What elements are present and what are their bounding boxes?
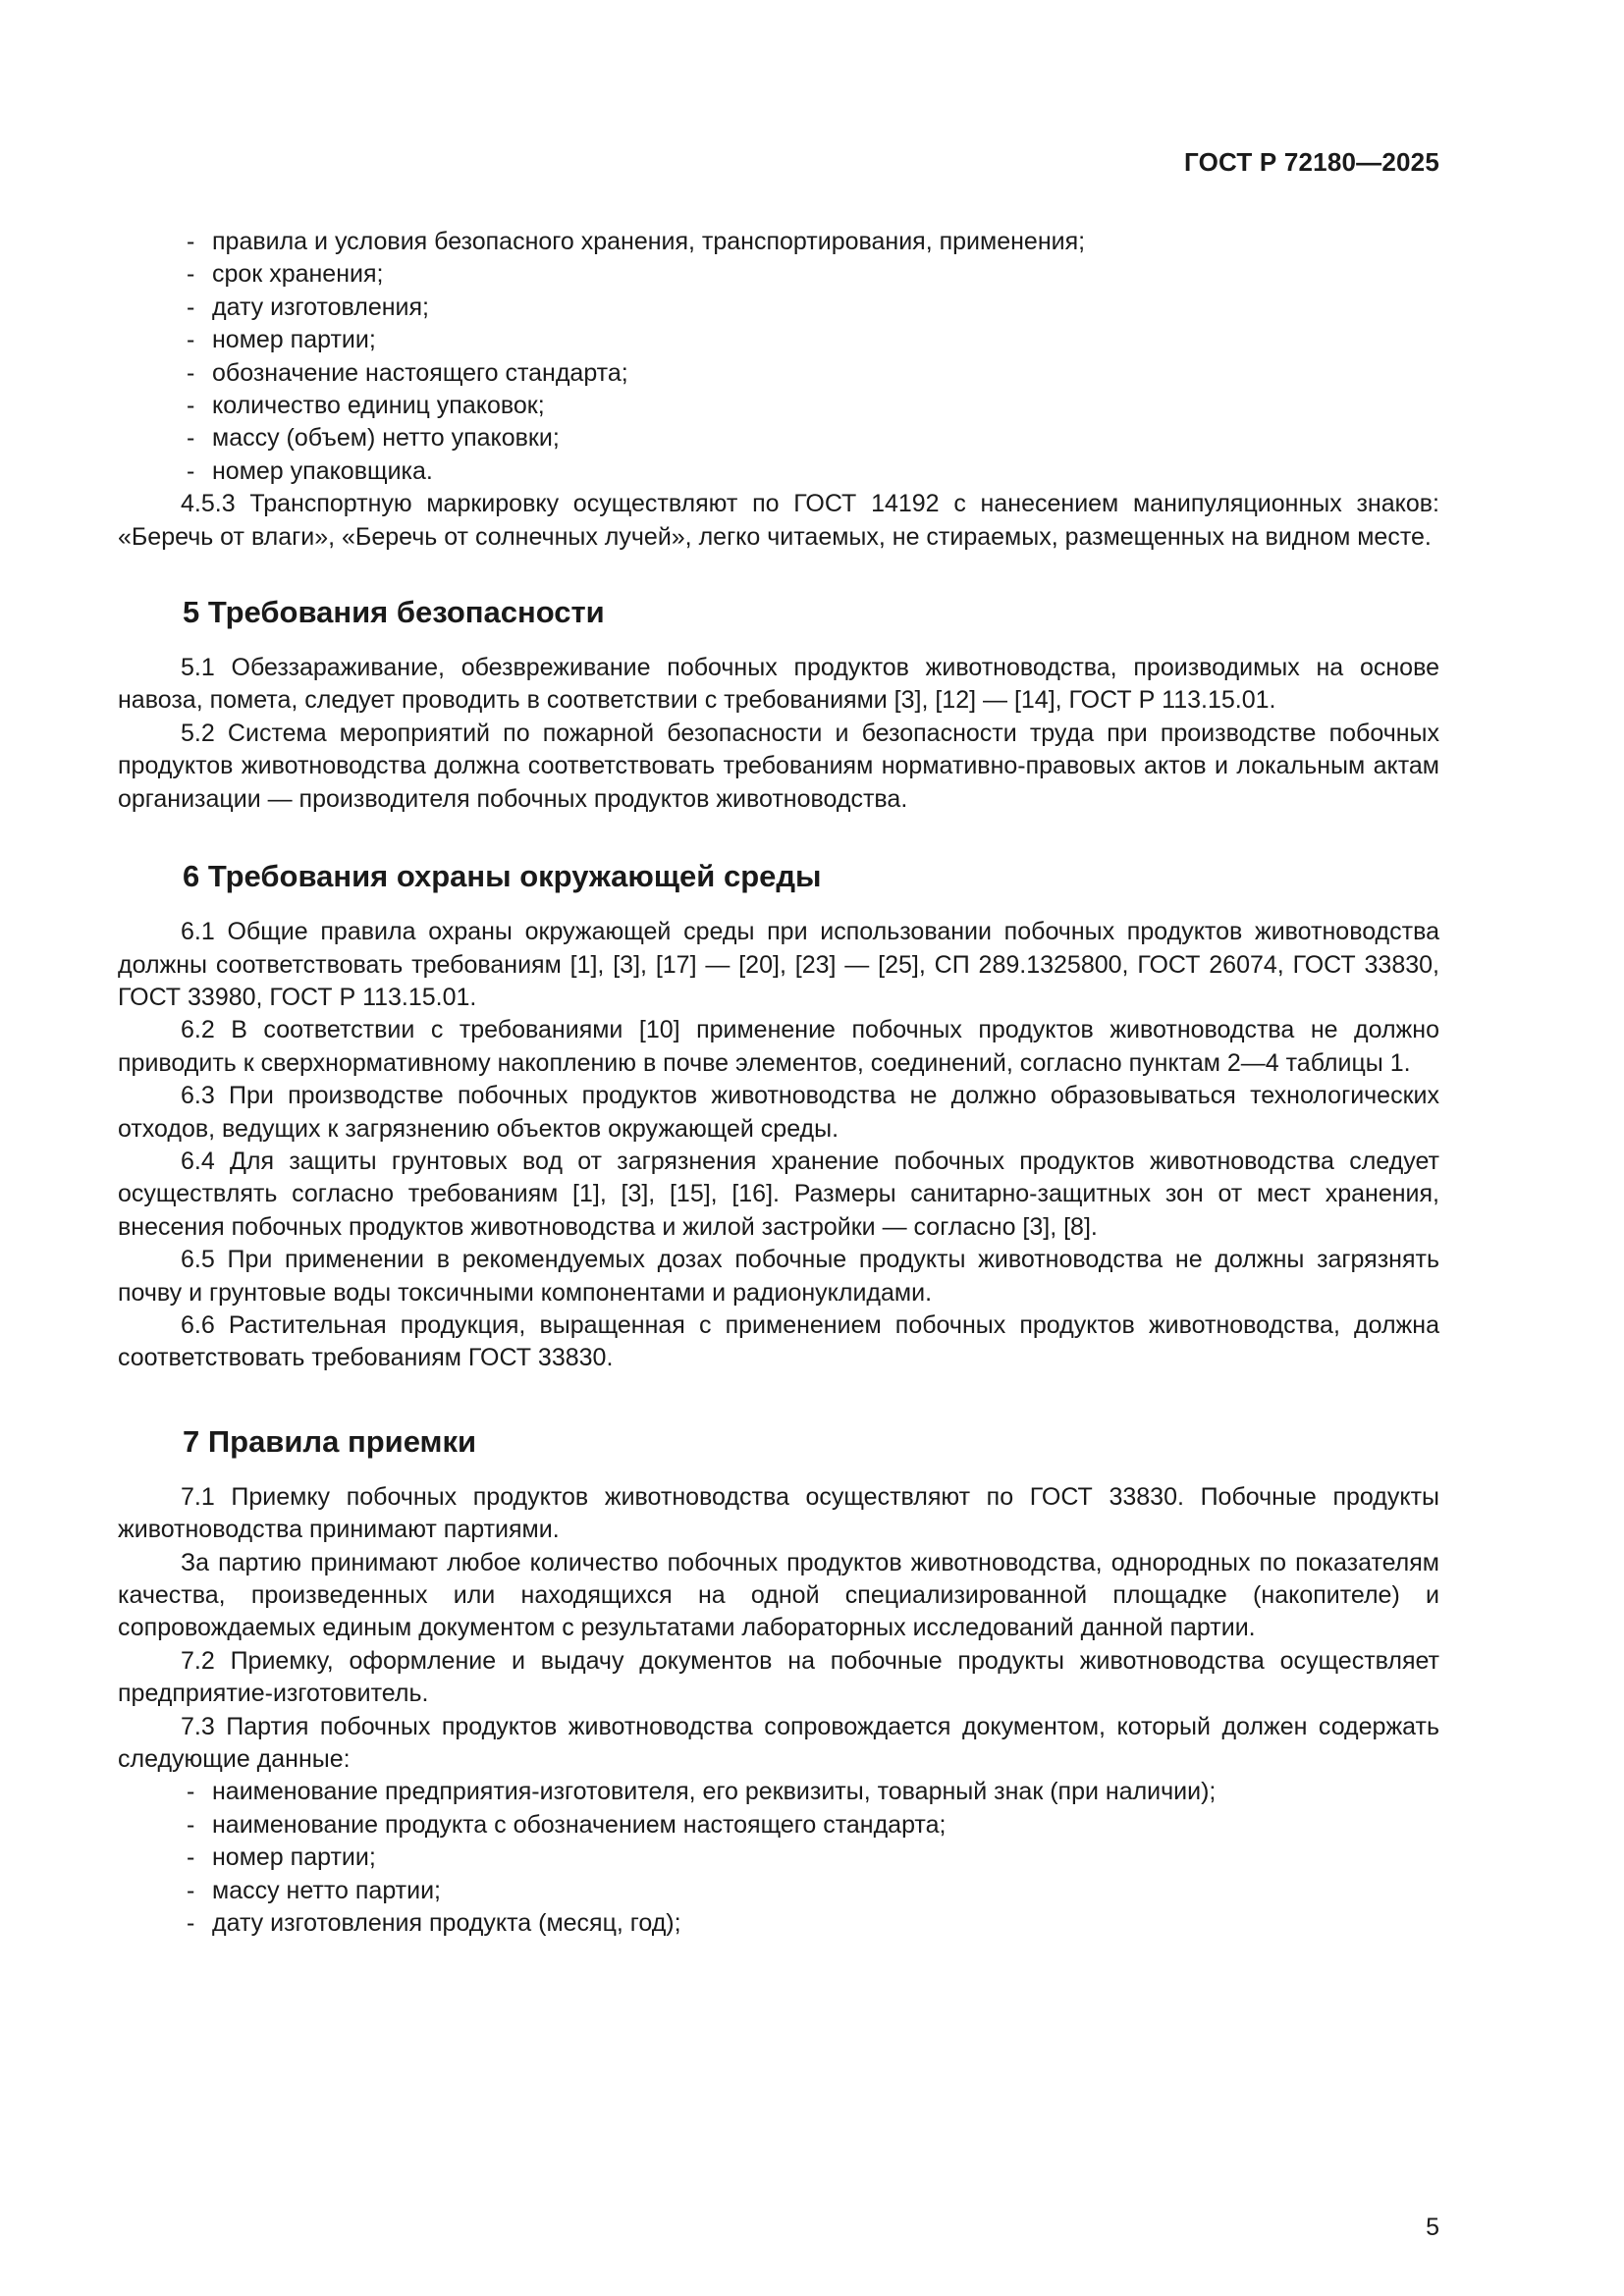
- list-dash: -: [187, 1843, 195, 1872]
- list-dash: -: [187, 326, 195, 354]
- list-item: - наименование продукта с обозначением настоящего стандарта;: [118, 1809, 1439, 1842]
- list-item: - количество единиц упаковок;: [118, 390, 1439, 422]
- list-item: - дату изготовления;: [118, 292, 1439, 324]
- batch-document-data-list: [118, 1776, 1439, 1940]
- list-item: - наименование предприятия-изготовителя, его реквизиты, товарный знак (при наличии);: [118, 1776, 1439, 1808]
- paragraph-5-2: 5.2 Система мероприятий по пожарной безопасности и безопасности труда при производстве побочных продуктов животноводства должна соответствовать требованиям нормативно-правовых актов и локальным актам организации — производителя побочных продуктов животноводства.: [118, 719, 1439, 813]
- paragraph-7-2: 7.2 Приемку, оформление и выдачу документов на побочные продукты животноводства осуществляет предприятие-изготовитель.: [118, 1646, 1439, 1708]
- paragraph-6-3: 6.3 При производстве побочных продуктов животноводства не должно образовываться технологических отходов, ведущих к загрязнению объектов окружающей среды.: [118, 1082, 1439, 1143]
- list-item: - обозначение настоящего стандарта;: [118, 357, 1439, 390]
- paragraph-7-1-batch: За партию принимают любое количество побочных продуктов животноводства, однородных по показателям качества, произведенных или находящихся на одной специализированной площадке (накопителе) и сопровождаемых единым документом с результатами лабораторных исследований данной партии.: [118, 1548, 1439, 1642]
- paragraph-4-5-3: 4.5.3 Транспортную маркировку осуществляют по ГОСТ 14192 с нанесением манипуляционных знаков: «Беречь от влаги», «Беречь от солнечных лучей», легко читаемых, не стираемых, размещенных на видном месте.: [118, 490, 1439, 551]
- section-7-heading: 7 Правила приемки: [183, 1423, 477, 1459]
- list-item: - номер упаковщика.: [118, 455, 1439, 488]
- list-item: - массу (объем) нетто упаковки;: [118, 422, 1439, 454]
- list-item: - правила и условия безопасного хранения, транспортирования, применения;: [118, 226, 1439, 258]
- list-dash: -: [187, 1778, 195, 1806]
- paragraph-6-5: 6.5 При применении в рекомендуемых дозах побочные продукты животноводства не должны загрязнять почву и грунтовые воды токсичными компонентами и радионуклидами.: [118, 1246, 1439, 1307]
- list-dash: -: [187, 1909, 195, 1938]
- list-dash: -: [187, 260, 195, 289]
- document-page: [118, 0, 1439, 2296]
- list-item: - номер партии;: [118, 324, 1439, 356]
- list-item: - срок хранения;: [118, 258, 1439, 291]
- paragraph-7-3: 7.3 Партия побочных продуктов животноводства сопровождается документом, который должен содержать следующие данные:: [118, 1712, 1439, 1774]
- list-dash: -: [187, 358, 195, 387]
- list-item: - дату изготовления продукта (месяц, год);: [118, 1907, 1439, 1940]
- list-dash: -: [187, 1810, 195, 1839]
- section-5-heading: 5 Требования безопасности: [183, 595, 605, 630]
- paragraph-6-1: 6.1 Общие правила охраны окружающей среды при использовании побочных продуктов животноводства должны соответствовать требованиям [1], [3], [17] — [20], [23] — [25], СП 289.1325800, ГОСТ 26074, ГОСТ 33830, ГОСТ 33980, ГОСТ Р 113.15.01.: [118, 918, 1439, 1011]
- list-item: - массу нетто партии;: [118, 1875, 1439, 1907]
- standard-designation: ГОСТ Р 72180—2025: [1184, 147, 1439, 177]
- labeling-requirements-list: [118, 226, 1439, 488]
- list-dash: -: [187, 392, 195, 420]
- list-dash: -: [187, 293, 195, 321]
- paragraph-5-1: 5.1 Обеззараживание, обезвреживание побочных продуктов животноводства, производимых на основе навоза, помета, следует проводить в соответствии с требованиями [3], [12] — [14], ГОСТ Р 113.15.01.: [118, 654, 1439, 715]
- list-dash: -: [187, 424, 195, 453]
- paragraph-7-1: 7.1 Приемку побочных продуктов животноводства осуществляют по ГОСТ 33830. Побочные продукты животноводства принимают партиями.: [118, 1482, 1439, 1544]
- list-dash: -: [187, 1876, 195, 1904]
- list-dash: -: [187, 456, 195, 485]
- paragraph-6-4: 6.4 Для защиты грунтовых вод от загрязнения хранение побочных продуктов животноводства следует осуществлять согласно требованиям [1], [3], [15], [16]. Размеры санитарно-защитных зон от мест хранения, внесения побочных продуктов животноводства и жилой застройки — согласно [3], [8].: [118, 1147, 1439, 1241]
- paragraph-6-6: 6.6 Растительная продукция, выращенная с применением побочных продуктов животноводства, должна соответствовать требованиям ГОСТ 33830.: [118, 1310, 1439, 1372]
- page-number: 5: [1426, 2214, 1439, 2241]
- list-item: - номер партии;: [118, 1842, 1439, 1874]
- paragraph-6-2: 6.2 В соответствии с требованиями [10] применение побочных продуктов животноводства не должно приводить к сверхнормативному накоплению в почве элементов, соединений, согласно пунктам 2—4 таблицы 1.: [118, 1016, 1439, 1077]
- document-body: [118, 226, 1439, 1940]
- list-dash: -: [187, 228, 195, 255]
- section-6-heading: 6 Требования охраны окружающей среды: [183, 859, 822, 894]
